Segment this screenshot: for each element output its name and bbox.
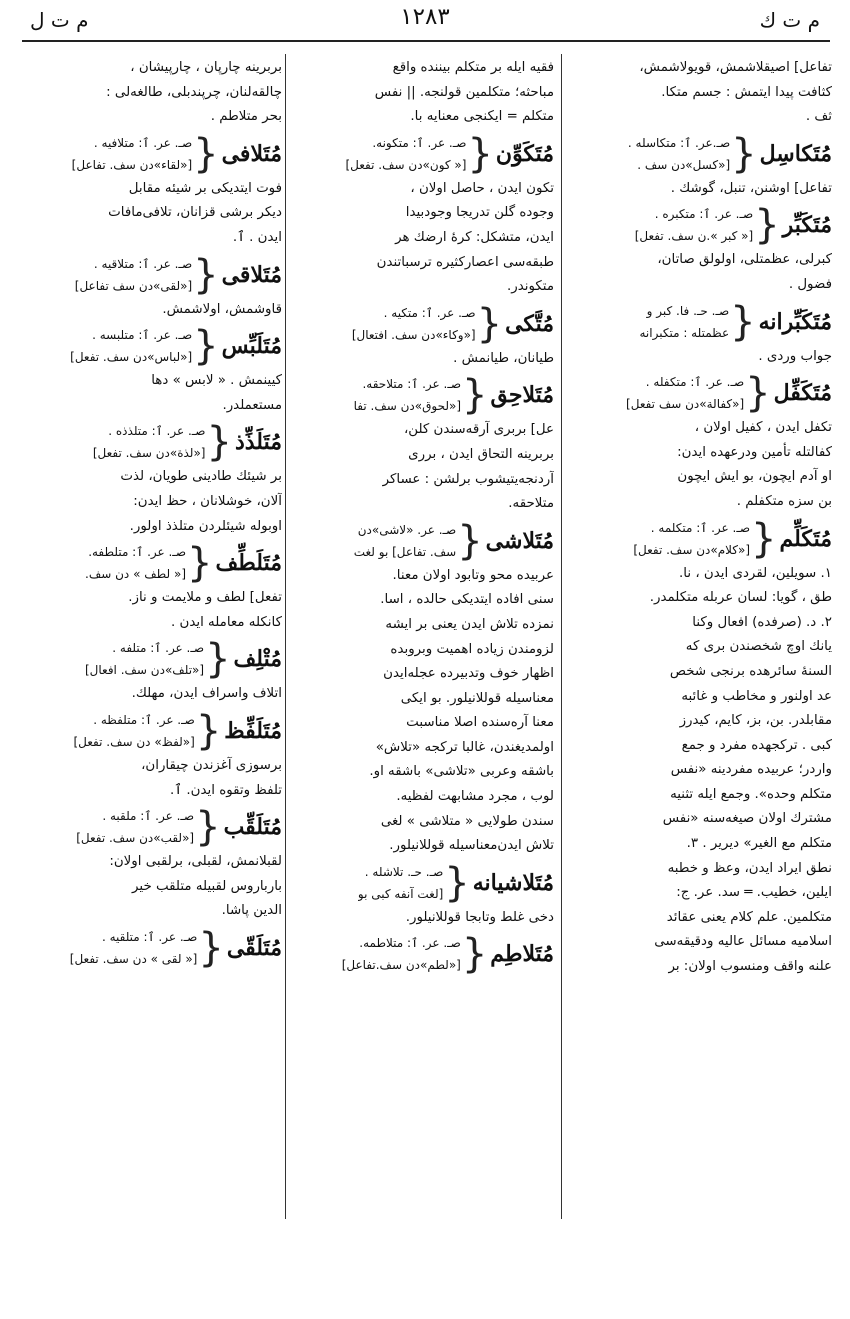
column-divider [561,54,562,1219]
text-line: كثافت پيدا ايتمش : جسم متكا. [661,84,832,100]
headword: مُتَكَفِّل [773,380,832,407]
definition-line: طيانان، طيانمش . [453,350,554,366]
definition-line: فوت ايتديكى بر شيئه مقابل [128,180,282,196]
entry-head [570,132,832,176]
definition-line: كانكله معامله ايدن . [170,614,282,630]
brace-glyph: { [745,370,771,417]
grammar-note [635,203,753,247]
grammar-line: صـ. عر. ٱ: متلطفه. [88,545,187,560]
definition-line: تفاعل] اوشنن، تنبل، گوشك . [670,180,832,196]
definition-line: متكلم وحده». وجمع ايله تثنيه [670,786,832,802]
definition-line: نطق ايراد ايدن، وعظ و خطبه [667,860,832,876]
headword: مُتَلافى [221,140,282,167]
grammar-line: صـ. عر. ٱ: متلبسه . [92,328,193,343]
grammar-line: عظمتله : متكبرانه [639,325,730,340]
definition-line: تلاش ايدن‌معناسيله قوللانيلور. [389,838,554,854]
grammar-line: صـ. حـ. فا. كبر و [646,303,730,318]
grammar-note [72,132,192,176]
entry-head [570,371,832,415]
text-line: متكلم = ايكنجى معنايه با. [410,109,554,125]
grammar-note [358,861,443,905]
definition-line: برسوزى آغزندن چيقاران، [141,757,282,773]
definition-line: ايلين، خطيب. ═ سد. عر. ج: [676,885,832,901]
grammar-line: صـ. عر. ٱ: متلقيه . [101,929,198,944]
headword: مُتْلِف [233,646,282,673]
definition-line: بن سزه متكفلم . [736,493,832,509]
definition-line: باشقه وعربى «تلاشى» باشقه او. [369,764,554,780]
column-divider [285,54,286,1219]
grammar-note [346,132,467,176]
entry-head [570,300,832,344]
grammar-line: صـ. حـ. تلاشله . [364,864,444,879]
definition-line: وجوده گلن تدريجا وجودبيدا [405,205,554,221]
grammar-note [70,926,198,970]
brace-glyph: { [206,419,232,466]
definition-line: السنهٔ سائرهده برنجى شخص [669,663,832,679]
brace-glyph: { [751,515,777,562]
grammar-note [639,300,729,344]
definition-line: الدين پاشا. [221,903,282,919]
definition-line: سندن طولايى « متلاشى » لغى [380,813,554,829]
grammar-line: [«لقى»دن سف تفاعل] [74,278,193,293]
entry-head [26,541,282,585]
grammar-line: [«كفالة»دن سف تفعل] [626,397,745,412]
definition-line: ديكر برشى قزانان، تلافى‌مافات [108,205,282,221]
definition-line: آردنجه‌يتيشوب برلشن : عساكر [382,471,554,487]
page-header [20,4,830,38]
grammar-line: صـ. عر. «لاشى»دن [357,522,457,537]
definition-line: فضول . [788,276,832,292]
grammar-note [628,132,730,176]
entry-head [570,203,832,247]
grammar-note [354,519,457,563]
definition-line: سنى افاده ايتديكى حالده ، اسا. [380,592,554,608]
definition-line: دخى غلط وتابجا قوللانيلور. [405,909,554,925]
headword: مُتَلَذِّذ [234,429,282,456]
definition-line: ٢. د. (صرفده) افعال وكنا [692,614,832,630]
definition-line: نمزده تلاش ايدن يعنى بر ايشه [385,616,554,632]
grammar-line: [«كسل»دن سف . [637,157,731,172]
headword: مُتَلَقِّب [223,814,282,841]
definition-line: كفالتله تأمين ودرعهده ايدن: [677,444,832,460]
entry-head [26,926,282,970]
brace-glyph: { [476,300,503,347]
brace-glyph: { [754,202,780,249]
text-line: مباحثه؛ متكلمين قولنجه. || نفس [374,84,554,100]
brace-glyph: { [193,130,219,177]
entry-head [26,253,282,297]
headword: مُتَكَبِّرانه [758,308,832,335]
definition-line: كيينمش . « لابس » دها [151,373,282,389]
entry-head [298,302,554,346]
grammar-line: صـ. عر. ٱ: متلفه . [112,641,205,656]
grammar-line: [«لحوق»دن سف. تفا [353,399,462,414]
entry-head [26,420,282,464]
definition-line: قاوشمش، اولاشمش. [162,301,282,317]
headword: مُتَلَبِّس [221,333,282,360]
definition-line: اتلاف واسراف ايدن، مهلك. [131,686,282,702]
entry-head [26,324,282,368]
definition-line: جواب وردى . [758,348,832,364]
grammar-line: صـ. عر. ٱ: ملقبه . [102,809,195,824]
text-line: چالقه‌لنان، چرپندبلى، طالغه‌لى : [106,84,282,100]
brace-glyph: { [198,924,224,971]
grammar-note [85,541,186,585]
brace-glyph: { [461,931,488,978]
definition-line: تكون ايدن ، حاصل اولان ، [410,180,554,196]
grammar-note [73,709,194,753]
headword: مُتَلَقّى [226,934,282,961]
text-line: تفاعل] اصيقلاشمش، قويولاشمش، [639,60,832,75]
column-middle [298,56,554,977]
definition-line: لزومندن زياده اهميت وبروبده [390,641,554,657]
grammar-line: [«لباس»دن سف. تفعل] [70,350,193,365]
definition-line: لقبلانمش، لقبلى، برلقبى اولان: [109,854,282,870]
grammar-line: صـ. عر. ٱ: متلاطمه. [359,936,461,951]
definition-line: بر شيئك طادينى طويان، لذت [120,469,282,485]
brace-glyph: { [462,372,488,419]
column-right [570,56,832,980]
grammar-line: [«لقاء»دن سف. تفاعل] [71,157,193,172]
grammar-line: صـ. عر. ٱ: متلفظه . [93,712,195,727]
entry-head [26,132,282,176]
grammar-line: صـ. عر. ٱ: متلاقيه . [93,256,193,271]
brace-glyph: { [195,707,222,754]
definition-line: متكلمين. علم كلام يعنى عقائد [666,909,832,925]
brace-glyph: { [457,517,483,564]
definition-line: متكلم مع الغير» ديرير . ٣. [686,836,832,852]
definition-line: اولمديغندن، غالبا تركجه «تلاش» [375,739,554,755]
page-number: ١٢٨٣ [400,4,450,30]
grammar-line: صـ. عر. ٱ: متكلمه . [650,520,751,535]
definition-line: ١. سويلين، لقردى ايدن ، نا. [679,565,832,581]
grammar-note [342,932,461,976]
grammar-line: سف. تفاعل] بو لغت [353,544,457,559]
definition-line: ايدن، متشكل: كرهٔ ارضك هر [395,229,554,245]
grammar-line: صـ. عر. ٱ: متكيه . [383,305,476,320]
entry-head [26,709,282,753]
grammar-line: [« كون»دن سف. تفعل] [345,157,467,172]
entry-head [570,517,832,561]
definition-line: بارباروس لقبيله متلقب خير [132,878,282,894]
grammar-line: [« لطف » دن سف. [85,567,187,582]
definition-line: طق ، گويا: لسان عربله متكلمدر. [649,590,832,606]
definition-line: ايدن . ٱ. [232,229,282,245]
grammar-note [93,420,206,464]
entry-head [298,861,554,905]
definition-line: كبرلى، عظمتلى، اولولق صاتان، [657,252,832,268]
grammar-note [76,805,194,849]
definition-line: متكوندر. [506,279,554,295]
definition-line: كبى . تركجهده مفرد و جمع [681,737,832,753]
definition-line: عربيده محو وتابود اولان معنا. [392,567,554,583]
definition-line: طبقه‌سى اعصاركثيره ترسباتندن [376,254,554,270]
entry-head [298,932,554,976]
headword: مُتَكَلِّم [779,525,832,552]
definition-line: عد اولنور و مخاطب و غائبه [681,688,832,704]
brace-glyph: { [444,859,470,906]
grammar-note [626,371,744,415]
definition-line: تفعل] لطف و ملايمت و ناز. [128,590,282,606]
definition-line: عل] بربرى آرقه‌سندن كلن، [403,422,554,438]
entry-head [26,637,282,681]
entry-head [298,519,554,563]
brace-glyph: { [193,323,219,370]
entry-head [26,805,282,849]
grammar-line: [«لذة»دن سف. تفعل] [92,446,206,461]
headword: مُتَكَوِّن [495,140,554,167]
grammar-line: [«وكاء»دن سف. افتعال] [351,327,476,342]
header-rule [22,40,830,42]
grammar-line: [«لفظ» دن سف. تفعل] [73,734,195,749]
grammar-line: صـ. عر. ٱ: متكبره . [654,207,754,222]
brace-glyph: { [205,636,231,683]
definition-line: لوب ، مجرد مشابهت لفظيه. [396,789,554,805]
grammar-note [633,517,750,561]
text-line: ثف . [805,109,832,125]
headword: مُتَلَطِّف [215,550,282,577]
headword: مُتَلاطِم [490,941,554,968]
grammar-line: [«لقب»دن سف. تفعل] [76,831,195,846]
text-line: بربرينه چارپان ، چارپيشان ، [130,60,282,75]
grammar-line: [«تلف»دن سف. افعال] [84,663,205,678]
headword: مُتَلاشى [485,527,554,554]
definition-line: اوبوله شيئلردن متلذذ اولور. [129,518,282,534]
grammar-note [354,373,461,417]
grammar-line: [«كلام»دن سف. تفعل] [633,542,751,557]
headword: مُتَلاشيانه [472,869,554,896]
headword: مُتَلاقى [221,261,282,288]
headword: مُتَكاسِل [759,140,832,167]
definition-line: يانك اوچ شخصندن برى كه [685,639,832,655]
definition-line: اظهار خوف وتدبيرده عجله‌ايدن [383,666,554,682]
definition-line: اسلاميه مسائل عاليه ودقيقه‌سى [654,934,832,950]
headword: مُتَكَبِّر [782,212,832,239]
headword: مُتَلاحِق [490,382,554,409]
brace-glyph: { [195,804,221,851]
definition-line: معنا آره‌سنده اصلا مناسبت [406,715,554,731]
grammar-note [70,324,192,368]
definition-line: مستعملدر. [222,397,282,413]
grammar-line: صـ. عر. ٱ: متلافيه . [93,135,193,150]
grammar-note [75,253,192,297]
header-left-letters: م ت ل [30,8,89,32]
entry-head [298,132,554,176]
headword: مُتَلَفِّظ [224,717,282,744]
grammar-line: صـ.عر. ٱ: متكاسله . [627,135,731,150]
grammar-line: صـ. عر. ٱ: متلاحقه. [362,377,462,392]
grammar-note [352,302,476,346]
grammar-line: [« لقى » دن سف. تفعل] [69,951,198,966]
definition-line: علنه واقف ومنسوب اولان: بر [668,959,832,975]
brace-glyph: { [187,540,213,587]
grammar-line: [لغت آنفه كبى بو [357,886,444,901]
text-line: بحر متلاطم . [210,109,282,125]
definition-line: او آدم ايچون، بو ايش ايچون [677,469,832,485]
entry-head [298,373,554,417]
definition-line: واردر؛ عربيده مفردينه «نفس [670,762,832,778]
column-left [26,56,282,971]
grammar-line: صـ. عر. ٱ: متكونه. [372,135,467,150]
headword: مُتَّكى [505,310,554,337]
definition-line: معناسيله قوللانيلور. بو ايكى [400,690,554,706]
definition-line: تلفظ وتقوه ايدن. ٱ. [170,782,282,798]
grammar-line: [« كبر ».ن سف. تفعل] [634,229,754,244]
definition-line: آلان، خوشلانان ، حظ ايدن: [133,493,282,509]
definition-line: مقابلدر. بن، بز، كايم، كيدرز [679,713,832,729]
brace-glyph: { [730,298,756,345]
brace-glyph: { [193,251,219,298]
grammar-line: [«لطم»دن سف.تفاعل] [341,958,461,973]
grammar-note [85,637,204,681]
header-right-letters: م ت ك [759,8,820,32]
grammar-line: صـ. عر. ٱ: متكفله . [645,375,745,390]
definition-line: متلاحقه. [508,496,554,512]
definition-line: بربرينه التحاق ايدن ، بررى [408,446,554,462]
definition-line: مشترك اولان صيغه‌سنه «نفس [662,811,832,827]
text-line: فقيه ايله بر متكلم بيننده واقع [392,60,554,75]
brace-glyph: { [467,130,493,177]
brace-glyph: { [731,130,757,177]
definition-line: تكفل ايدن ، كفيل اولان ، [694,420,832,436]
grammar-line: صـ. عر. ٱ: متلذذه . [108,424,206,439]
